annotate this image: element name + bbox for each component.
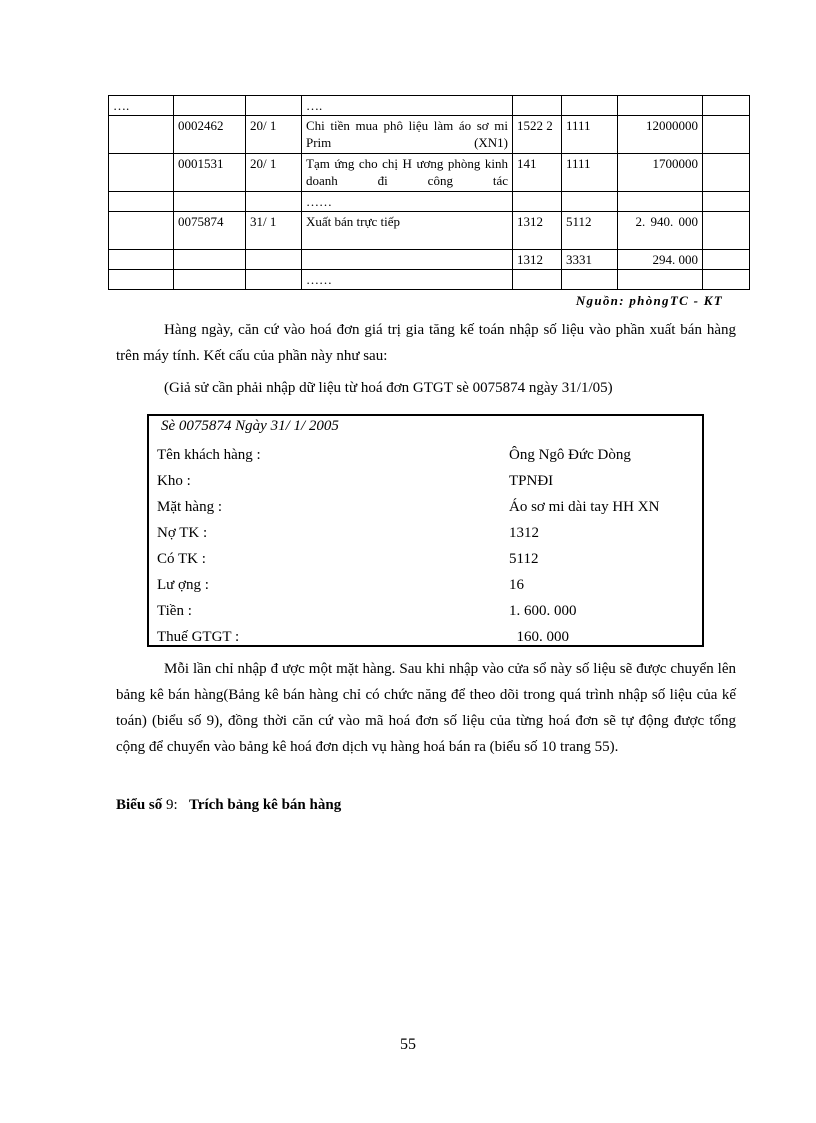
field-value: 1312: [509, 525, 539, 541]
ledger-table: [108, 95, 750, 290]
field-label: Tên khách hàng :: [157, 447, 261, 463]
caption-title: Trích bảng kê bán hàng: [188, 797, 342, 813]
field-label: Thuế GTGT :: [157, 629, 240, 645]
assumption-note: (Giả sử cần phải nhập dữ liệu từ hoá đơn GTGT sè 0075874 ngày 31/1/05): [164, 380, 613, 396]
table-row: 0001531 20/ 1 Tạm ứng cho chị H ương phòng kinh doanh đi công tác 141 1111 1700000: [109, 154, 750, 192]
form-row: [157, 520, 697, 546]
form-row: [157, 468, 697, 494]
figure-caption: [116, 797, 341, 814]
page-number: 55: [400, 1036, 416, 1053]
table-row: ……: [109, 270, 750, 290]
field-label: Nợ TK :: [157, 525, 208, 541]
form-row: [157, 494, 697, 520]
paragraph-intro: Hàng ngày, căn cứ vào hoá đơn giá trị gia tăng kế toán nhập số liệu vào phần xuất bán hàng trên máy tính. Kết cấu của phần này như sau:: [116, 322, 736, 364]
table-row: ……: [109, 192, 750, 212]
form-row: [157, 442, 697, 468]
table-row: 0002462 20/ 1 Chi tiền mua phô liệu làm áo sơ mi Prim (XN1) 1522 2 1111 12000000: [109, 116, 750, 154]
field-value: 16: [509, 577, 524, 593]
invoice-entry-form: [147, 414, 704, 647]
table-row: …. ….: [109, 96, 750, 116]
form-row: [157, 598, 697, 624]
form-row: [157, 624, 697, 650]
field-value: Ông Ngô Đức Dòng: [509, 447, 631, 463]
field-label: Lư ợng :: [157, 577, 209, 593]
caption-number: 9:: [162, 797, 178, 813]
form-row: [157, 546, 697, 572]
field-value: 5112: [509, 551, 539, 567]
paragraph-body: Mỗi lần chỉ nhập đ ược một mặt hàng. Sau khi nhập vào cửa sổ này số liệu sẽ được chuyển lên bảng kê bán hàng(Bảng kê bán hàng chỉ có chức năng để theo dõi trong quá trình nhập số liệu của kế toán) (biểu số 9), đồng thời căn cứ vào mã hoá đơn số liệu của từng hoá đơn sẽ tự động được tổng cộng để chuyển vào bảng kê hoá đơn dịch vụ hàng hoá bán ra (biểu số 10 trang 55).: [116, 661, 736, 755]
table-row: 1312 3331 294. 000: [109, 250, 750, 270]
caption-prefix: Biểu số: [116, 797, 163, 813]
field-label: Có TK :: [157, 551, 206, 567]
form-row: [157, 572, 697, 598]
field-value: Áo sơ mi dài tay HH XN: [509, 499, 660, 515]
field-value: 160. 000: [509, 629, 569, 645]
table-row: 0075874 31/ 1 Xuất bán trực tiếp 1312 5112 2. 940. 000: [109, 212, 750, 250]
form-header: Sè 0075874 Ngày 31/ 1/ 2005: [161, 418, 339, 434]
field-value: 1. 600. 000: [509, 603, 577, 619]
field-value: TPNĐI: [509, 473, 554, 489]
field-label: Mặt hàng :: [157, 499, 222, 515]
field-label: Tiền :: [157, 603, 192, 619]
source-note: Nguồn: phòngTC - KT: [575, 293, 723, 308]
field-label: Kho :: [157, 473, 191, 489]
